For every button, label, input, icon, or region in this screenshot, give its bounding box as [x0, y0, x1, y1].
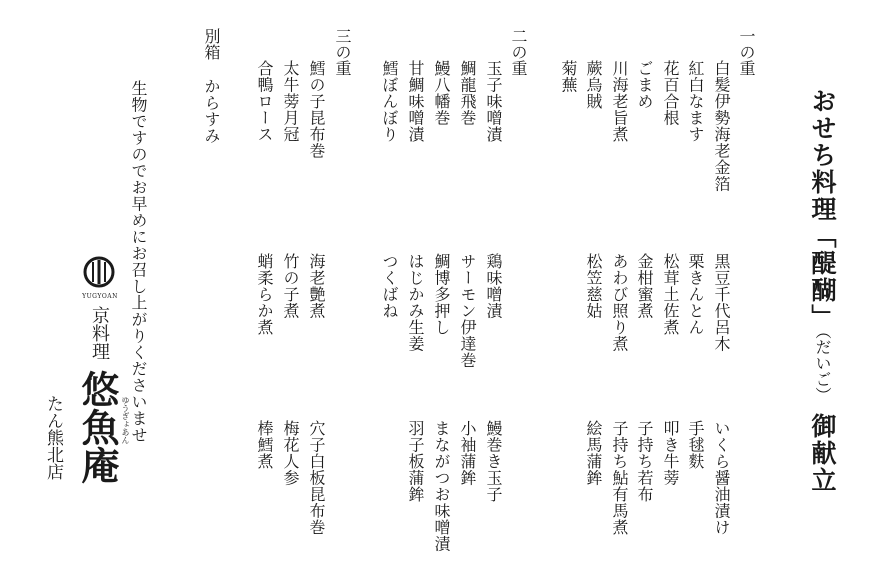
menu-item: 棒鱈煮 — [255, 420, 274, 470]
menu-title — [810, 88, 835, 494]
menu-item: まながつお味噌漬 — [432, 420, 451, 552]
menu-item: 玉子味噌漬 — [484, 60, 503, 143]
menu-item: つくばね — [380, 253, 399, 319]
menu-item: 合鴨ロース — [255, 60, 274, 143]
menu-item: 海老艶煮 — [307, 253, 326, 319]
menu-item: 白髪伊勢海老金箔 — [712, 60, 731, 192]
title-main: おせち料理「醍醐」 — [808, 88, 837, 331]
menu-item: 鯛博多押し — [432, 253, 451, 336]
menu-item: 金柑蜜煮 — [635, 253, 654, 319]
menu-item: 鯛龍飛巻 — [458, 60, 477, 126]
freshness-note: 生物ですのでお早めにお召し上がりくださいませ — [129, 80, 148, 443]
menu-item: 鱈の子昆布巻 — [307, 60, 326, 159]
menu-item: 川海老旨煮 — [610, 60, 629, 143]
menu-item: 黒豆千代呂木 — [712, 253, 731, 352]
menu-item: 絵馬蒲鉾 — [584, 420, 603, 486]
brand-reading: ゆうぎょあん — [121, 396, 130, 444]
menu-item: 花百合根 — [661, 60, 680, 126]
menu-item: 松笠慈姑 — [584, 253, 603, 319]
menu-item: 栗きんとん — [686, 253, 705, 336]
menu-item: 鰻八幡巻 — [432, 60, 451, 126]
brand-name: 悠魚庵 — [75, 370, 120, 484]
menu-item: 甘鯛味噌漬 — [406, 60, 425, 143]
menu-item: はじかみ生姜 — [406, 253, 425, 352]
menu-item: 鱈ぼんぼり — [380, 60, 399, 143]
brand-prefix: 京料理 — [89, 306, 110, 360]
brand-mark-icon — [82, 255, 116, 289]
menu-item: あわび照り煮 — [610, 253, 629, 352]
menu-item: 小袖蒲鉾 — [458, 420, 477, 486]
menu-item: からすみ — [202, 78, 221, 144]
menu-item: 子持ち若布 — [635, 420, 654, 503]
branch-name: たん熊北店 — [43, 395, 63, 480]
menu-item: 紅白なます — [686, 60, 705, 143]
menu-item: 鰻巻き玉子 — [484, 420, 503, 503]
menu-item: 手毬麩 — [686, 420, 705, 470]
section-heading-betsubako: 別箱 — [202, 28, 221, 60]
menu-item: 菊蕪 — [559, 60, 578, 93]
section-heading-ni: 二の重 — [509, 28, 528, 76]
menu-item: サーモン伊達巻 — [458, 253, 477, 369]
menu-item: 太牛蒡月冠 — [281, 60, 300, 143]
menu-item: 蕨烏賊 — [584, 60, 603, 110]
menu-item: 梅花人参 — [281, 420, 300, 486]
menu-item: 蛸柔らか煮 — [255, 253, 274, 336]
menu-item: ごまめ — [635, 60, 654, 110]
title-reading: （だいご） — [813, 331, 832, 403]
section-heading-san: 三の重 — [333, 28, 352, 76]
title-suffix: 御献立 — [808, 413, 837, 494]
section-heading-ichi: 一の重 — [737, 28, 756, 76]
menu-item: 穴子白板昆布巻 — [307, 420, 326, 536]
menu-item: 竹の子煮 — [281, 253, 300, 319]
menu-item: 松茸土佐煮 — [661, 253, 680, 336]
menu-item: 鶏味噌漬 — [484, 253, 503, 319]
brand-mark-label: YUGYOAN — [82, 293, 118, 300]
menu-item: いくら醤油漬け — [712, 420, 731, 536]
menu-item: 羽子板蒲鉾 — [406, 420, 425, 503]
menu-item: 叩き牛蒡 — [661, 420, 680, 486]
menu-item: 子持ち鮎有馬煮 — [610, 420, 629, 536]
